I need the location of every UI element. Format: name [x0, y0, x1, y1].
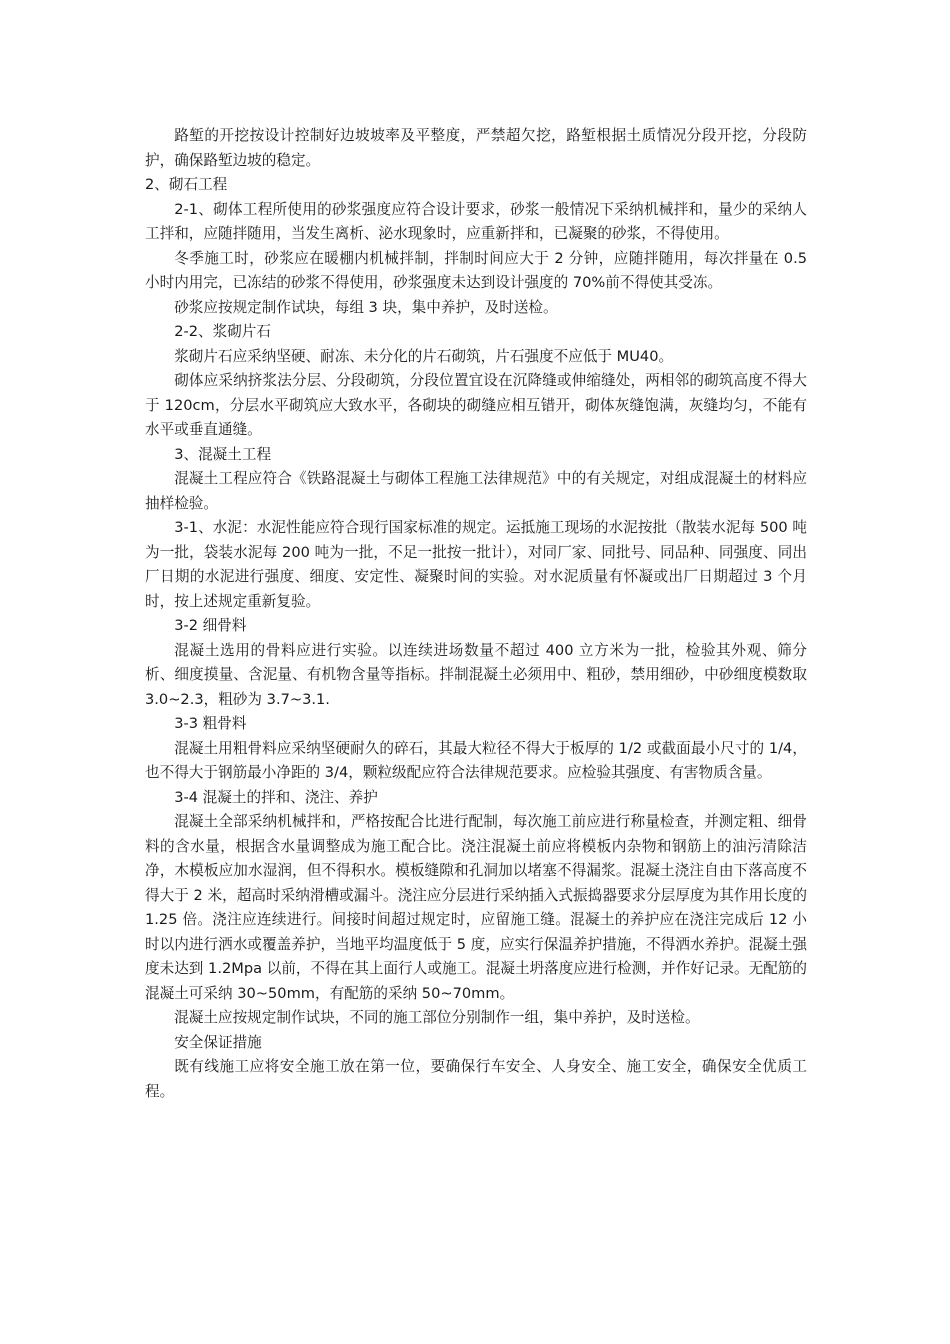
- paragraph-rubble-stone: 浆砌片石应采纳坚硬、耐冻、未分化的片石砌筑，片石强度不应低于 MU40。: [174, 347, 674, 365]
- paragraph-mortar-strength: 2-1、砌体工程所使用的砂浆强度应符合设计要求，砂浆一般情况下采纳机械拌和，量少的采纳人工拌和，应随拌随用，当发生离析、泌水现象时，应重新拌和，已凝聚的砂浆，不得使用。: [145, 200, 807, 242]
- paragraph-masonry-method: 砌体应采纳挤浆法分层、分段砌筑，分段位置宜设在沉降缝或伸缩缝处，两相邻的砌筑高度不得大于 120cm，分层水平砌筑应大致水平，各砌块的砌缝应相互错开，砌体灰缝饱满，灰缝均匀，不能有水平或垂直通缝。: [145, 372, 807, 438]
- paragraph-winter-construction: 冬季施工时，砂浆应在暖棚内机械拌制，拌制时间应大于 2 分钟，应随拌随用，每次拌量在 0.5 小时内用完，已冻结的砂浆不得使用，砂浆强度未达到设计强度的 70%前不得使其受冻。: [145, 249, 807, 291]
- heading-mixing-pouring-curing: 3-4 混凝土的拌和、浇注、养护: [174, 788, 378, 806]
- paragraph-safety-measures: 既有线施工应将安全施工放在第一位，要确保行车安全、人身安全、施工安全，确保安全优质工程。: [145, 1058, 807, 1100]
- paragraph-fine-aggregate: 混凝土选用的骨料应进行实验。以连续进场数量不超过 400 立方米为一批，检验其外观、筛分析、细度摸量、含泥量、有机物含量等指标。拌制混凝土必须用中、粗砂，禁用细砂，中砂细度模数取 3.0~2.3，粗砂为 3.7~3.1.: [145, 641, 807, 708]
- paragraph-mortar-test-block: 砂浆应按规定制作试块，每组 3 块，集中养护，及时送检。: [174, 298, 558, 316]
- heading-masonry: 2、砌石工程: [145, 176, 228, 193]
- heading-fine-aggregate: 3-2 细骨料: [174, 617, 247, 634]
- paragraph-mixing-pouring-curing: 混凝土全部采纳机械拌和，严格按配合比进行配制，每次施工前应进行称量检查，并测定粗、细骨料的含水量，根据含水量调整成为施工配合比。浇注混凝土前应将模板内杂物和钢筋上的油污清除洁净，木模板应加水湿润，但不得积水。模板缝隙和孔洞加以堵塞不得漏浆。混凝土浇注自由下落高度不得大于 2 米，超高时采纳滑槽或漏斗。浇注应分层进行采纳插入式振捣器要求分层厚度为其作用长度的 1.25 倍。浇注应连续进行。间接时间超过规定时，应留施工缝。混凝土的养护应在浇注完成后 12 小时以内进行洒水或覆盖养护，当地平均温度低于 5 度，应实行保温养护措施，不得洒水养护。混凝土强度未达到 1.2Mpa 以前，不得在其上面行人或施工。混凝土坍落度应进行检测，并作好记录。无配筋的混凝土可采纳 30~50mm，有配筋的采纳 50~70mm。: [145, 813, 807, 1002]
- document-body: [145, 124, 807, 1104]
- heading-mortar-rubble: 2-2、浆砌片石: [174, 323, 271, 340]
- heading-concrete: 3、混凝土工程: [174, 445, 272, 463]
- heading-safety-measures: 安全保证措施: [174, 1033, 262, 1051]
- paragraph-concrete-spec: 混凝土工程应符合《铁路混凝土与砌体工程施工法律规范》中的有关规定，对组成混凝土的材料应抽样检验。: [145, 470, 807, 512]
- paragraph-cement: 3-1、水泥：水泥性能应符合现行国家标准的规定。运抵施工现场的水泥按批（散装水泥每 500 吨为一批，袋装水泥每 200 吨为一批，不足一批按一批计），对同厂家、同批号、同品种、同强度、同出厂日期的水泥进行强度、细度、安定性、凝聚时间的实验。对水泥质量有怀凝或出厂日期超过 3 个月时，按上述规定重新复验。: [145, 519, 807, 610]
- paragraph-concrete-test-block: 混凝土应按规定制作试块，不同的施工部位分别制作一组，集中养护，及时送检。: [174, 1009, 700, 1026]
- paragraph-coarse-aggregate: 混凝土用粗骨料应采纳坚硬耐久的碎石，其最大粒径不得大于板厚的 1/2 或截面最小尺寸的 1/4，也不得大于钢筋最小净距的 3/4，颗粒级配应符合法律规范要求。应检验其强度、有害物质含量。: [145, 739, 807, 781]
- heading-coarse-aggregate: 3-3 粗骨料: [174, 715, 247, 732]
- paragraph-cut-slope: 路堑的开挖按设计控制好边坡坡率及平整度，严禁超欠挖，路堑根据土质情况分段开挖，分段防护，确保路堑边坡的稳定。: [145, 127, 807, 169]
